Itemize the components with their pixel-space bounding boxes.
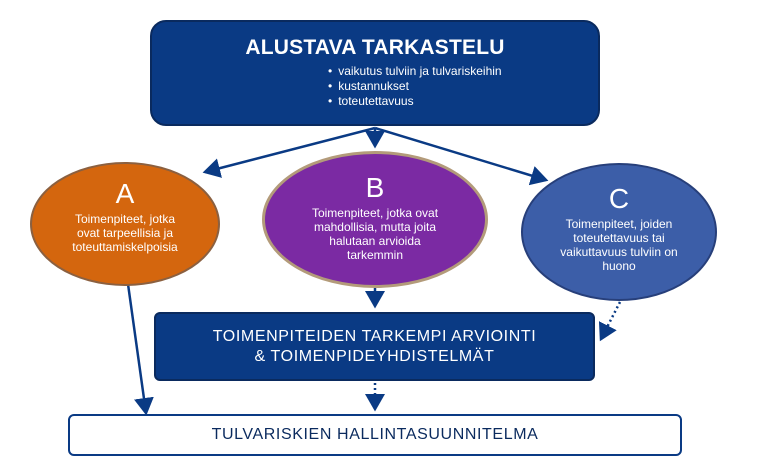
preliminary-review-criteria bbox=[152, 64, 598, 109]
text-line: Toimenpiteet, jotka ovat bbox=[311, 206, 439, 220]
category-a-letter: A bbox=[115, 178, 135, 209]
detailed-assessment-line-2: & TOIMENPIDEYHDISTELMÄT bbox=[254, 347, 495, 365]
preliminary-review-box bbox=[150, 20, 600, 126]
text-line: toteuttamiskelpoisia bbox=[72, 240, 178, 254]
text-line: mahdollisia, mutta joita bbox=[313, 220, 437, 234]
criteria-item: • kustannukset bbox=[328, 79, 598, 94]
text-line: halutaan arvioida bbox=[329, 234, 421, 248]
category-c-node bbox=[521, 163, 717, 301]
category-a-node bbox=[30, 162, 220, 286]
category-c-description bbox=[548, 217, 689, 273]
flood-risk-plan-label: TULVARISKIEN HALLINTASUUNNITELMA bbox=[211, 426, 539, 443]
text-line: huono bbox=[602, 259, 636, 273]
text-line: Toimenpiteet, jotka bbox=[74, 212, 176, 226]
text-line: ovat tarpeellisia ja bbox=[76, 226, 174, 240]
category-b-description bbox=[300, 206, 450, 262]
preliminary-review-title: ALUSTAVA TARKASTELU bbox=[245, 36, 505, 59]
category-c-letter: C bbox=[608, 183, 630, 214]
criteria-item: • vaikutus tulviin ja tulvariskeihin bbox=[328, 64, 598, 79]
criteria-item: • toteutettavuus bbox=[328, 94, 598, 109]
detailed-assessment-box bbox=[154, 312, 595, 381]
category-b-letter: B bbox=[365, 172, 385, 203]
text-line: tarkemmin bbox=[346, 248, 403, 262]
arrow-a-to-bottom bbox=[128, 284, 146, 413]
arrow-c-to-middle bbox=[601, 302, 620, 339]
category-b-node bbox=[262, 151, 488, 288]
text-line: Toimenpiteet, joiden bbox=[565, 217, 673, 231]
text-line: toteutettavuus tai bbox=[573, 231, 665, 245]
text-line: vaikuttavuus tulviin on bbox=[560, 245, 678, 259]
detailed-assessment-line-1: TOIMENPITEIDEN TARKEMPI ARVIOINTI bbox=[212, 327, 537, 345]
flood-risk-plan-box bbox=[68, 414, 682, 456]
category-a-description bbox=[60, 212, 189, 254]
